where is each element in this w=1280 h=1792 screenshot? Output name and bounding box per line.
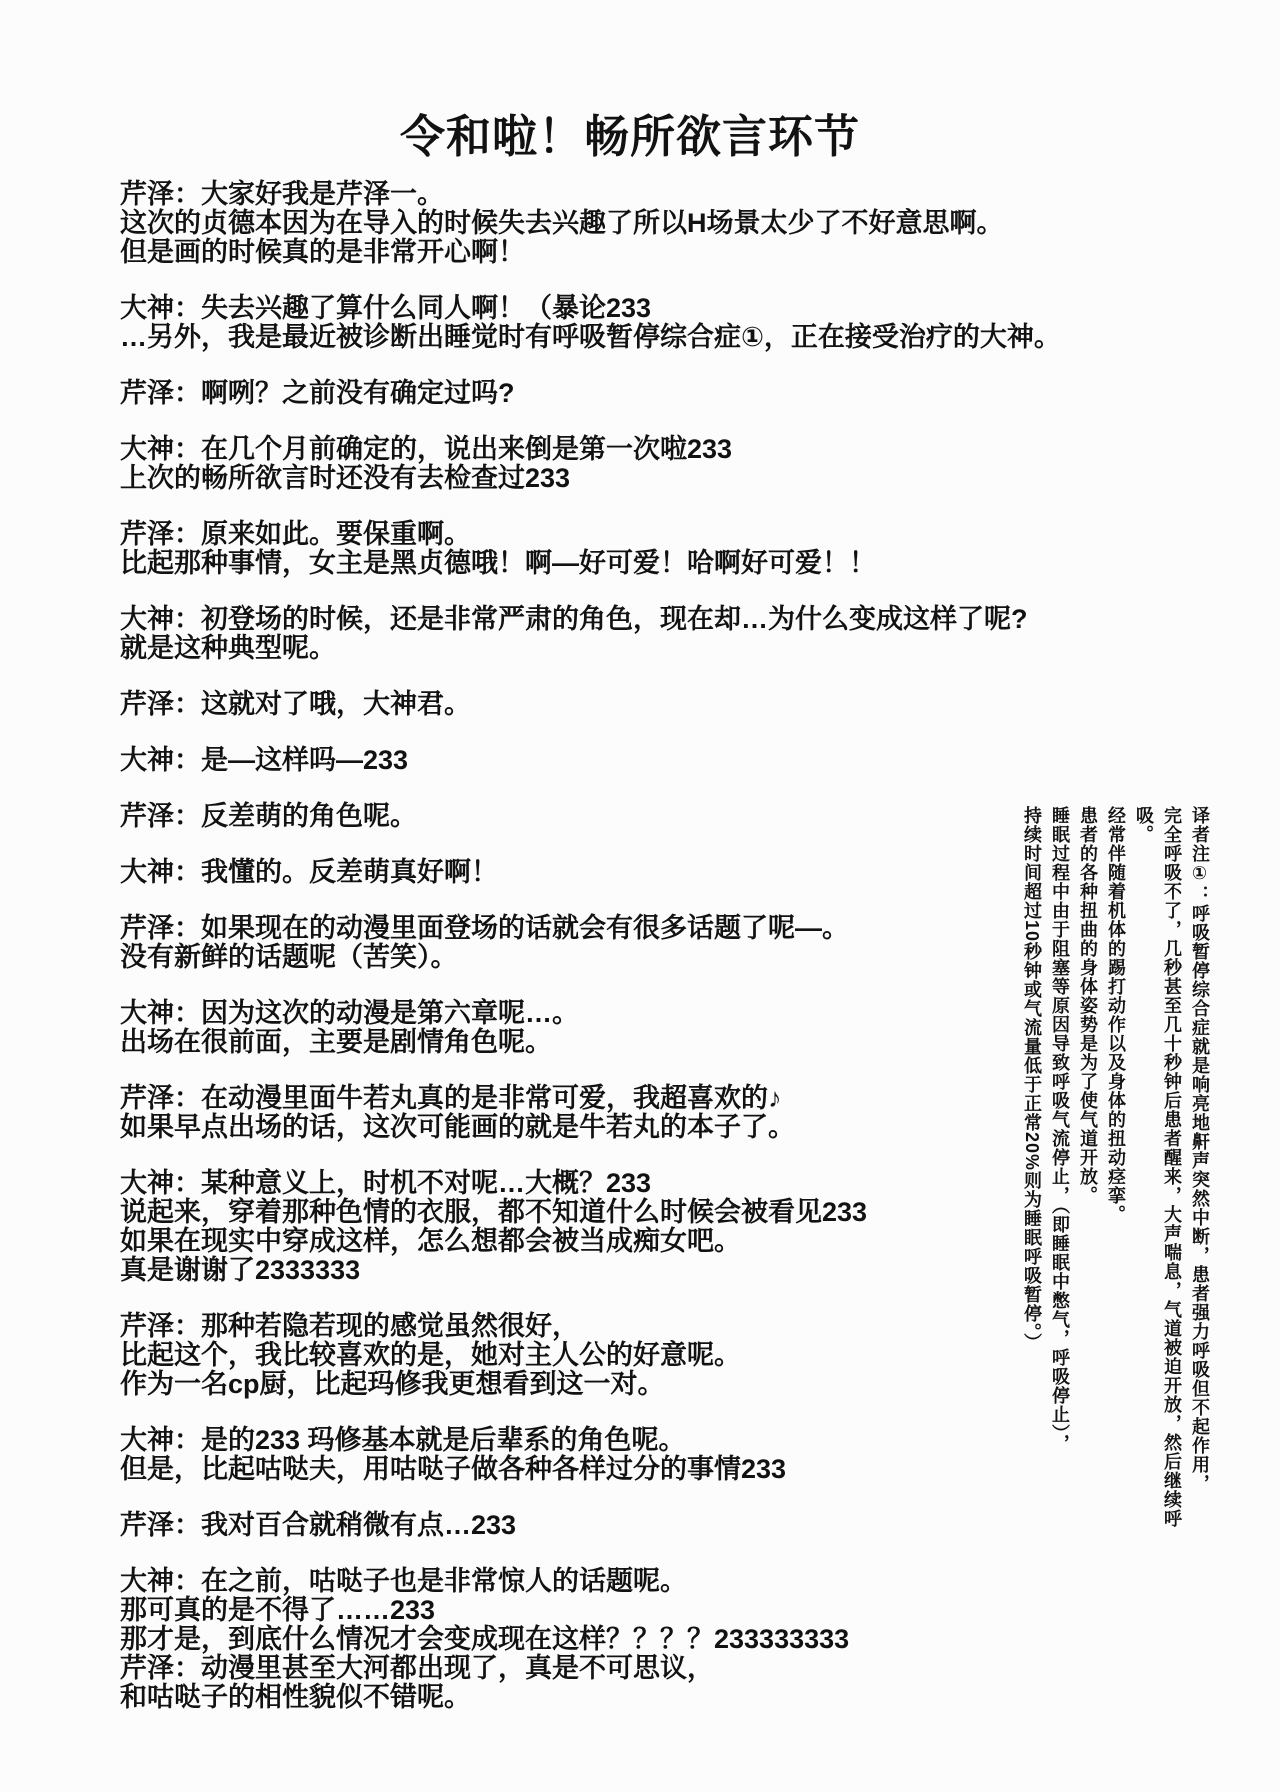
dialogue-line: 就是这种典型呢。	[120, 633, 336, 663]
dialogue-line: 大神：某种意义上，时机不对呢…大概？233	[120, 1168, 652, 1198]
dialogue-line: 比起那种事情，女主是黑贞德哦！啊—好可爱！哈啊好可爱！！	[120, 548, 876, 578]
dialogue-line: 比起这个，我比较喜欢的是，她对主人公的好意呢。	[120, 1340, 741, 1370]
dialogue-line: 芹泽：动漫里甚至大河都出现了，真是不可思议，	[120, 1653, 714, 1683]
dialogue-line: 真是谢谢了2333333	[120, 1255, 361, 1285]
translator-note-line: 患者的各种扭曲的身体姿势是为了使气道开放。	[1078, 806, 1098, 1205]
dialogue-line: 大神：我懂的。反差萌真好啊！	[120, 857, 498, 887]
dialogue-paragraph	[120, 520, 1270, 578]
dialogue-line: 芹泽：在动漫里面牛若丸真的是非常可爱，我超喜欢的♪	[120, 1083, 782, 1113]
dialogue-line: 芹泽：这就对了哦，大神君。	[120, 689, 471, 719]
page-title: 令和啦！畅所欲言环节	[399, 111, 860, 162]
dialogue-paragraph	[120, 690, 1270, 719]
dialogue-line: 大神：初登场的时候，还是非常严肃的角色，现在却…为什么变成这样了呢?	[120, 604, 1028, 634]
dialogue-line: 这次的贞德本因为在导入的时候失去兴趣了所以H场景太少了不好意思啊。	[120, 208, 1004, 238]
dialogue-paragraph	[120, 379, 1270, 408]
dialogue-line: 那可真的是不得了……233	[120, 1595, 436, 1625]
dialogue-line: 那才是，到底什么情况才会变成现在这样？？？？233333333	[120, 1624, 850, 1654]
dialogue-line: 芹泽：啊咧？之前没有确定过吗?	[120, 378, 515, 408]
dialogue-line: 大神：是的233 玛修基本就是后辈系的角色呢。	[120, 1425, 686, 1455]
translator-note-line: 睡眠过程中由于阻塞等原因导致呼吸气流停止，（即睡眠中憋气，呼吸停止），	[1050, 806, 1070, 1453]
dialogue-line: 芹泽：我对百合就稍微有点…233	[120, 1510, 517, 1540]
dialogue-line: 芹泽：反差萌的角色呢。	[120, 801, 417, 831]
dialogue-line: 说起来，穿着那种色情的衣服，都不知道什么时候会被看见233	[120, 1197, 868, 1227]
dialogue-line: …另外，我是最近被诊断出睡觉时有呼吸暂停综合症①，正在接受治疗的大神。	[120, 322, 1061, 352]
dialogue-line: 如果在现实中穿成这样，怎么想都会被当成痴女吧。	[120, 1226, 741, 1256]
dialogue-line: 但是画的时候真的是非常开心啊！	[120, 237, 525, 267]
translator-note	[1018, 806, 1214, 1551]
dialogue-paragraph	[120, 435, 1270, 493]
translator-note-line: 完全呼吸不了，几秒甚至几十秒钟后患者醒来，大声喘息，气道被迫开放，然后继续呼吸。	[1134, 806, 1182, 1528]
dialogue-line: 但是，比起咕哒夫，用咕哒子做各种各样过分的事情233	[120, 1454, 787, 1484]
dialogue-line: 大神：在几个月前确定的，说出来倒是第一次啦233	[120, 434, 733, 464]
translator-note-line: 译者注①：呼吸暂停综合症就是响亮地鼾声突然中断，患者强力呼吸但不起作用，	[1190, 806, 1210, 1493]
dialogue-paragraph	[120, 746, 1270, 775]
dialogue-paragraph	[120, 180, 1270, 267]
dialogue-line: 出场在很前面，主要是剧情角色呢。	[120, 1027, 552, 1057]
dialogue-line: 大神：在之前，咕哒子也是非常惊人的话题呢。	[120, 1566, 687, 1596]
dialogue-line: 上次的畅所欲言时还没有去检查过233	[120, 463, 571, 493]
dialogue-line: 芹泽：大家好我是芹泽一。	[120, 179, 444, 209]
dialogue-line: 芹泽：那种若隐若现的感觉虽然很好，	[120, 1311, 579, 1341]
translator-note-line: 经常伴随着机体的踢打动作以及身体的扭动痉挛。	[1106, 806, 1126, 1224]
dialogue-line: 大神：是—这样吗—233	[120, 745, 409, 775]
dialogue-line: 和咕哒子的相性貌似不错呢。	[120, 1682, 471, 1712]
dialogue-line: 大神：失去兴趣了算什么同人啊！（暴论233	[120, 293, 652, 323]
dialogue-line: 芹泽：原来如此。要保重啊。	[120, 519, 471, 549]
dialogue-paragraph	[120, 1567, 1270, 1712]
dialogue-paragraph	[120, 605, 1270, 663]
translator-note-line: 持续时间超过10秒钟或气流量低于正常20%则为睡眠呼吸暂停。）	[1022, 806, 1042, 1353]
dialogue-line: 如果早点出场的话，这次可能画的就是牛若丸的本子了。	[120, 1112, 795, 1142]
dialogue-line: 没有新鲜的话题呢（苦笑）。	[120, 942, 458, 972]
dialogue-line: 芹泽：如果现在的动漫里面登场的话就会有很多话题了呢—。	[120, 913, 849, 943]
dialogue-line: 作为一名cp厨，比起玛修我更想看到这一对。	[120, 1369, 665, 1399]
dialogue-line: 大神：因为这次的动漫是第六章呢…。	[120, 998, 579, 1028]
dialogue-paragraph	[120, 294, 1270, 352]
